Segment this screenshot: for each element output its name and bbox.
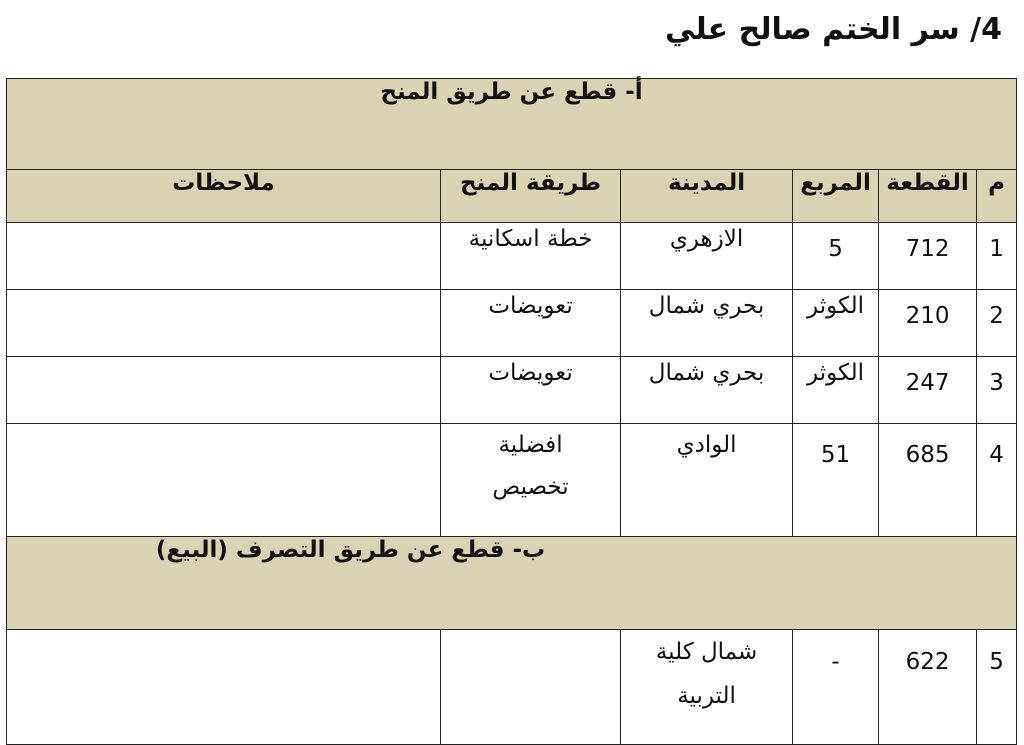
- cell-plot: 622: [879, 630, 977, 745]
- cell-notes: [7, 424, 441, 537]
- cell-method: [441, 630, 621, 745]
- header-method: طريقة المنح: [441, 170, 621, 223]
- cell-city: بحري شمال: [621, 357, 793, 424]
- section-a-row: [7, 79, 1017, 170]
- page-title: 4/ سر الختم صالح علي: [665, 12, 1002, 47]
- cell-notes: [7, 290, 441, 357]
- cell-method: تعويضات: [441, 357, 621, 424]
- city-line-2: التربية: [677, 683, 736, 709]
- cell-city: بحري شمال: [621, 290, 793, 357]
- header-notes: ملاحظات: [7, 170, 441, 223]
- cell-plot: 685: [879, 424, 977, 537]
- table-header-row: [7, 170, 1017, 223]
- cell-city: الوادي: [621, 424, 793, 537]
- cell-notes: [7, 223, 441, 290]
- table-row: [7, 424, 1017, 537]
- cell-square: 51: [793, 424, 879, 537]
- cell-m: 2: [977, 290, 1017, 357]
- method-line-2: تخصيص: [492, 474, 569, 500]
- cell-method: [441, 424, 621, 537]
- section-b-heading: ب- قطع عن طريق التصرف (البيع): [7, 537, 1017, 630]
- cell-plot: 210: [879, 290, 977, 357]
- cell-m: 4: [977, 424, 1017, 537]
- cell-square: 5: [793, 223, 879, 290]
- section-b-row: [7, 537, 1017, 630]
- plots-table: [6, 78, 1017, 745]
- table-row: [7, 630, 1017, 745]
- cell-method: تعويضات: [441, 290, 621, 357]
- cell-city: [621, 630, 793, 745]
- table-row: [7, 223, 1017, 290]
- method-line-1: افضلية: [498, 432, 563, 458]
- cell-square: الكوثر: [793, 357, 879, 424]
- cell-notes: [7, 357, 441, 424]
- header-city: المدينة: [621, 170, 793, 223]
- header-square: المربع: [793, 170, 879, 223]
- header-m: م: [977, 170, 1017, 223]
- cell-method: خطة اسكانية: [441, 223, 621, 290]
- cell-square: الكوثر: [793, 290, 879, 357]
- cell-plot: 247: [879, 357, 977, 424]
- table-row: [7, 357, 1017, 424]
- cell-city: الازهري: [621, 223, 793, 290]
- city-line-1: شمال كلية: [655, 639, 758, 665]
- cell-square: -: [793, 630, 879, 745]
- header-plot: القطعة: [879, 170, 977, 223]
- section-a-heading: أ- قطع عن طريق المنح: [7, 79, 1017, 170]
- cell-notes: [7, 630, 441, 745]
- cell-m: 1: [977, 223, 1017, 290]
- cell-m: 5: [977, 630, 1017, 745]
- table-row: [7, 290, 1017, 357]
- cell-plot: 712: [879, 223, 977, 290]
- cell-m: 3: [977, 357, 1017, 424]
